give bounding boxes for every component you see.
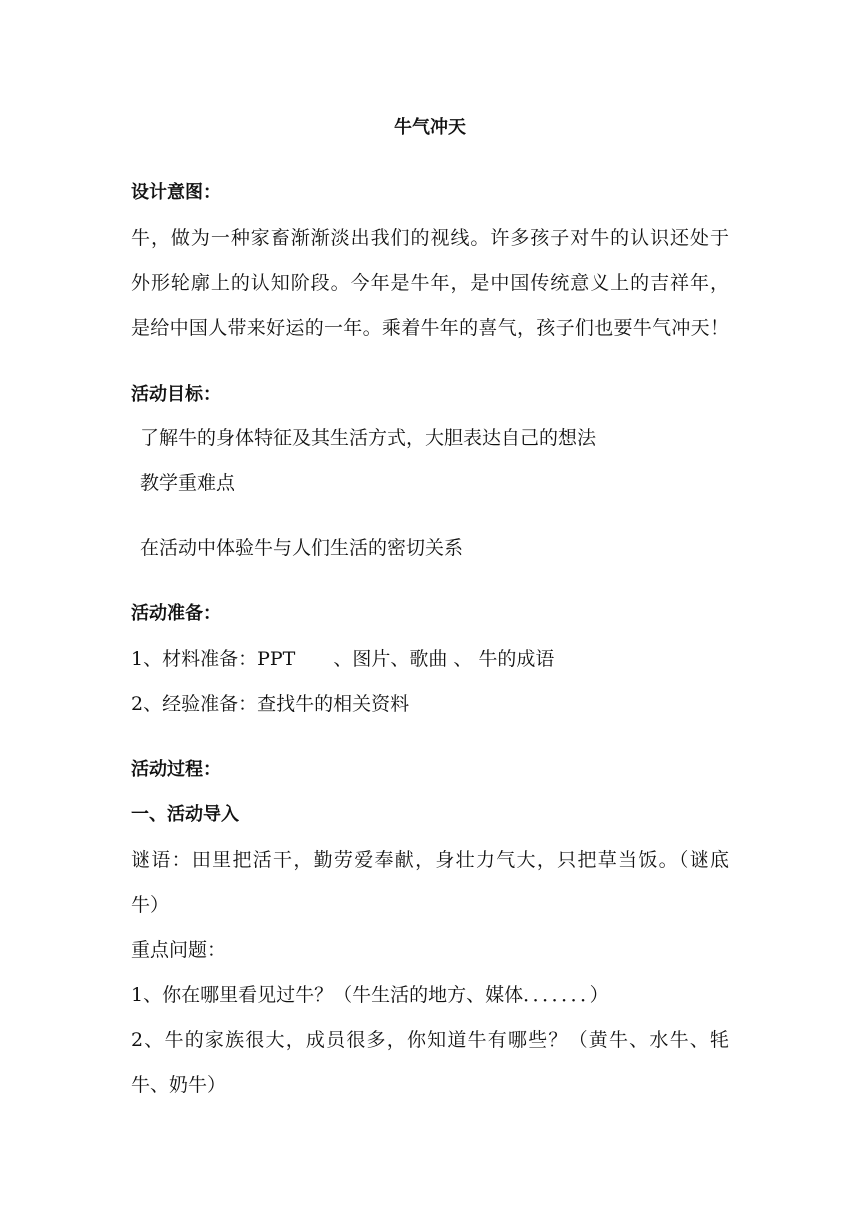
riddle-line-2: 牛） — [131, 894, 170, 916]
activity-goal-line-1: 了解牛的身体特征及其生活方式，大胆表达自己的想法 — [140, 427, 597, 449]
activity-goals-heading: 活动目标： — [131, 384, 221, 405]
design-intent-line-3: 是给中国人带来好运的一年。乘着牛年的喜气，孩子们也要牛气冲天！ — [131, 317, 729, 339]
key-questions-label: 重点问题： — [131, 939, 227, 961]
activity-prep-heading: 活动准备： — [131, 603, 221, 624]
activity-process-heading: 活动过程： — [131, 759, 221, 780]
design-intent-line-2: 外形轮廓上的认知阶段。今年是牛年，是中国传统意义上的吉祥年， — [131, 272, 729, 294]
activity-intro-subheading: 一、活动导入 — [131, 804, 239, 825]
activity-prep-line-1: 1、材料准备：PPT 、图片、歌曲 、 牛的成语 — [131, 648, 555, 670]
design-intent-heading: 设计意图： — [131, 182, 221, 203]
question-line-3: 牛、奶牛） — [131, 1074, 227, 1096]
question-line-2: 2、牛的家族很大，成员很多，你知道牛有哪些？（黄牛、水牛、牦 — [131, 1029, 729, 1051]
activity-prep-line-2: 2、经验准备：查找牛的相关资料 — [131, 693, 410, 715]
design-intent-line-1: 牛，做为一种家畜渐渐淡出我们的视线。许多孩子对牛的认识还处于 — [131, 227, 729, 249]
question-line-1: 1、你在哪里看见过牛？（牛生活的地方、媒体．．．．．．．） — [131, 984, 609, 1006]
activity-goal-line-2: 在活动中体验牛与人们生活的密切关系 — [140, 537, 464, 559]
key-difficulty-label: 教学重难点 — [140, 472, 236, 494]
riddle-line-1: 谜语：田里把活干，勤劳爱奉献，身壮力气大，只把草当饭。（谜底 — [131, 849, 729, 871]
document-title: 牛气冲天 — [394, 117, 466, 138]
